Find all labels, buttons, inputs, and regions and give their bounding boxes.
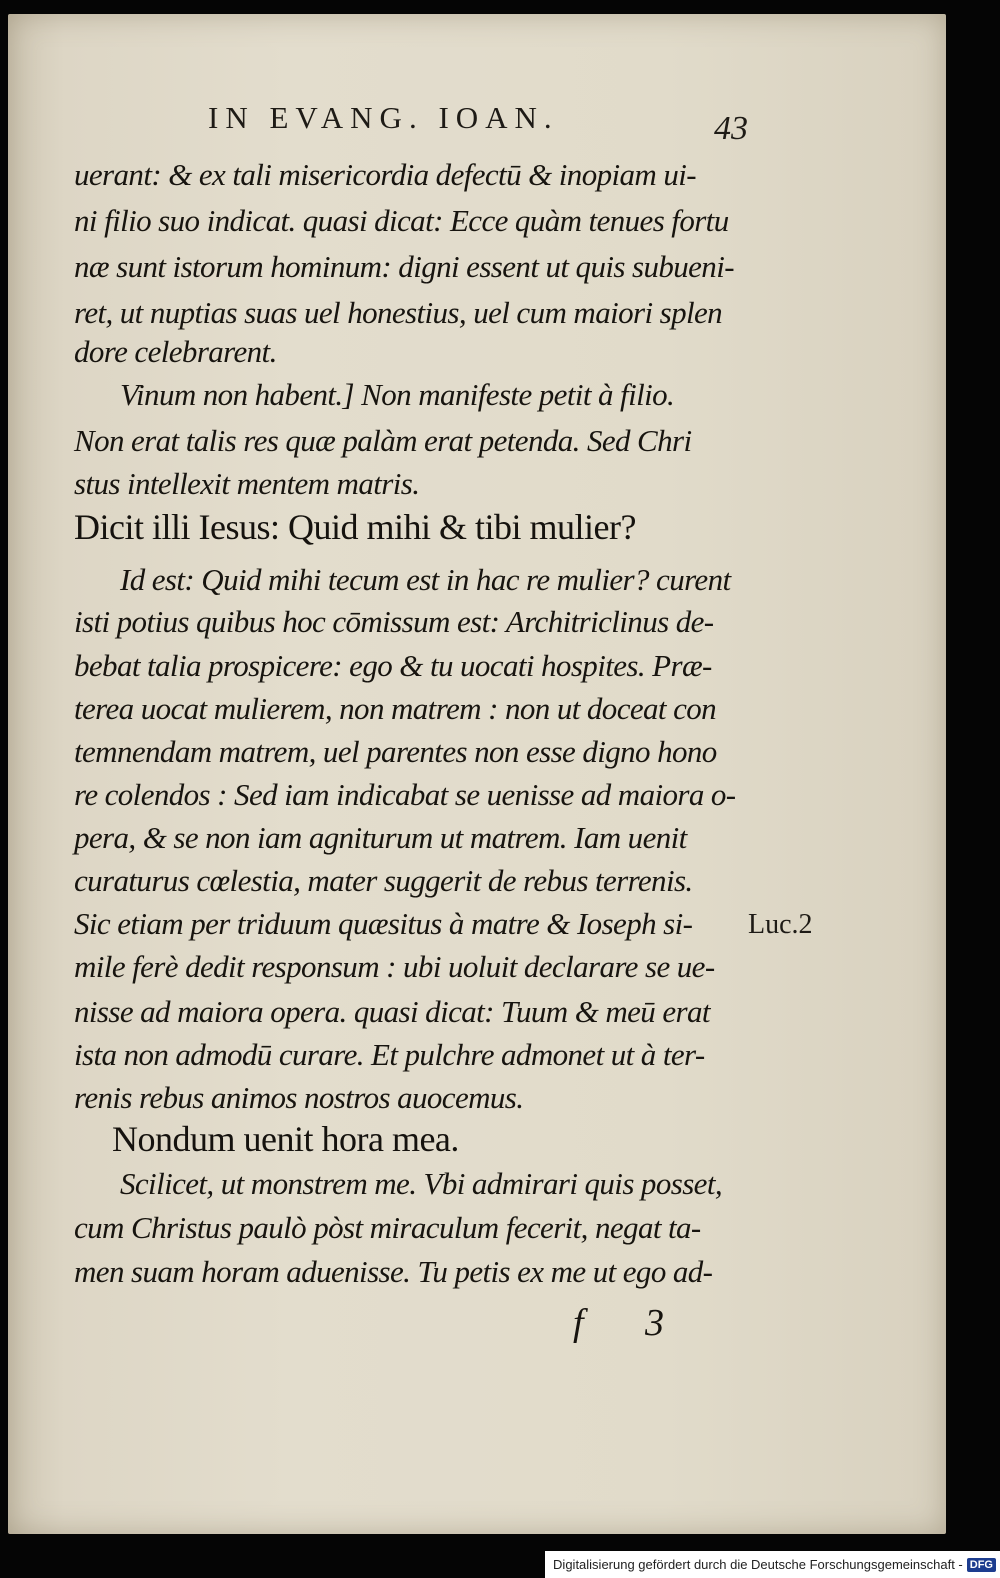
text-line-21: ista non admodū curare. Et pulchre admonet ut à ter- [74, 1037, 705, 1072]
digitization-credit [545, 1551, 1000, 1578]
text-line-22: renis rebus animos nostros auocemus. [74, 1080, 524, 1115]
margin-note: Luc.2 [748, 909, 813, 940]
text-line-20: nisse ad maiora opera. quasi dicat: Tuum & meū erat [74, 994, 710, 1029]
book-page [8, 14, 946, 1534]
text-line-16: pera, & se non iam agniturum ut matrem. Iam uenit [74, 820, 687, 855]
text-line-25: cum Christus paulò pòst miraculum fecerit, negat ta- [74, 1210, 701, 1245]
running-head: IN EVANG. IOAN. [208, 100, 559, 135]
text-line-13: terea uocat mulierem, non matrem : non ut doceat con [74, 691, 717, 726]
text-line-8: stus intellexit mentem matris. [74, 466, 420, 501]
page-number: 43 [714, 110, 748, 147]
text-line-1: uerant: & ex tali misericordia defectū & inopiam ui- [74, 157, 696, 192]
heading-dicit-illi-iesus: Dicit illi Iesus: Quid mihi & tibi mulier? [74, 507, 636, 547]
text-line-26: men suam horam aduenisse. Tu petis ex me ut ego ad- [74, 1254, 713, 1289]
text-line-14: temnendam matrem, uel parentes non esse digno hono [74, 734, 717, 769]
text-line-10: Id est: Quid mihi tecum est in hac re mulier? curent [120, 562, 731, 597]
text-line-3: næ sunt istorum hominum: digni essent ut quis subueni- [74, 249, 734, 284]
text-line-12: bebat talia prospicere: ego & tu uocati hospites. Præ- [74, 648, 712, 683]
lemma-vinum-non-habent: Vinum non habent.] Non manifeste petit à filio. [120, 377, 675, 412]
heading-nondum-uenit: Nondum uenit hora mea. [112, 1119, 459, 1159]
text-line-11: isti potius quibus hoc cōmissum est: Architriclinus de- [74, 604, 714, 639]
text-line-4: ret, ut nuptias suas uel honestius, uel cum maiori splen [74, 295, 723, 330]
text-line-15: re colendos : Sed iam indicabat se uenisse ad maiora o- [74, 777, 736, 812]
text-line-19: mile ferè dedit responsum : ubi uoluit declarare se ue- [74, 949, 715, 984]
text-line-5: dore celebrarent. [74, 334, 277, 369]
text-line-7: Non erat talis res quæ palàm erat petenda. Sed Chri [74, 423, 692, 458]
text-line-17: curaturus cœlestia, mater suggerit de rebus terrenis. [74, 863, 693, 898]
dfg-logo-icon: DFG [967, 1558, 996, 1572]
text-line-2: ni filio suo indicat. quasi dicat: Ecce quàm tenues fortu [74, 203, 729, 238]
text-line-18: Sic etiam per triduum quæsitus à matre & Ioseph si- [74, 906, 693, 941]
signature-mark: f 3 [573, 1302, 691, 1344]
text-line-24: Scilicet, ut monstrem me. Vbi admirari quis posset, [120, 1166, 722, 1201]
credit-text: Digitalisierung gefördert durch die Deutsche Forschungsgemeinschaft - [553, 1557, 963, 1572]
